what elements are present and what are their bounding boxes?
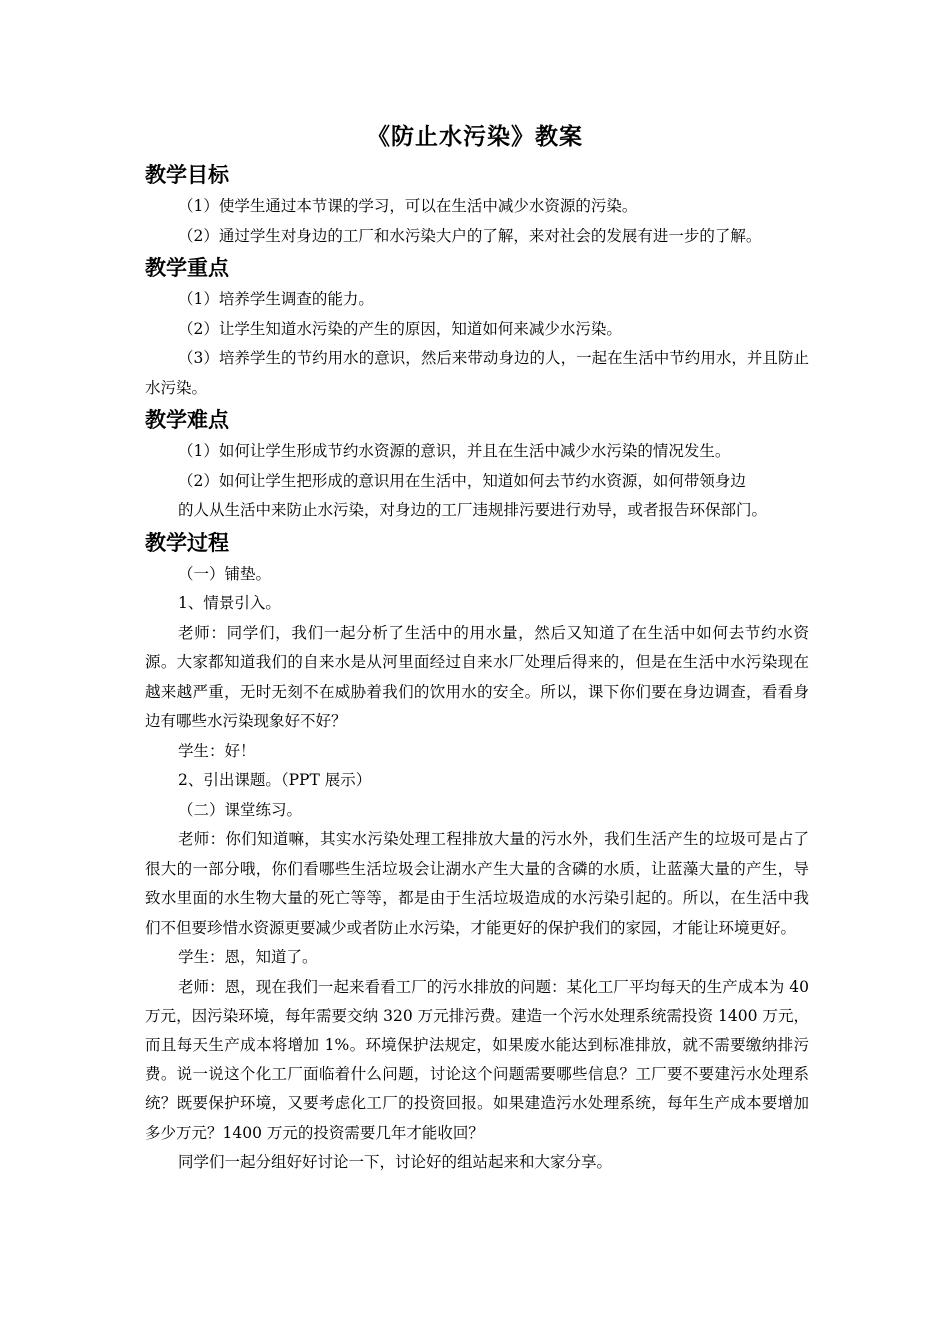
objective-item: （2）通过学生对身边的工厂和水污染大户的了解，来对社会的发展有进一步的了解。	[178, 226, 762, 245]
process-item: 学生：恩，知道了。	[178, 948, 318, 966]
difficulty-item: （2）如何让学生把形成的意识用在生活中，知道如何去节约水资源，如何带领身边	[178, 471, 746, 490]
process-item: （一）铺垫。	[178, 564, 272, 583]
document-title: 《防止水污染》教案	[367, 124, 583, 150]
process-item: 1、情景引入。	[178, 594, 281, 612]
key-point-item: （3）培养学生的节约用水的意识，然后来带动身边的人，一起在生活中节约用水，并且防止水污染。	[145, 349, 809, 397]
process-item: （二）课堂练习。	[178, 800, 303, 819]
process-item: 2、引出课题。（PPT 展示）	[178, 771, 372, 789]
objective-item: （1）使学生通过本节课的学习，可以在生活中减少水资源的污染。	[178, 197, 638, 215]
section-heading-process: 教学过程	[145, 530, 229, 555]
section-heading-key-points: 教学重点	[145, 256, 229, 280]
process-item: 学生：好！	[178, 741, 256, 760]
difficulty-item: （1）如何让学生形成节约水资源的意识，并且在生活中减少水污染的情况发生。	[178, 442, 731, 460]
key-point-item: （1）培养学生调查的能力。	[178, 290, 374, 308]
key-point-item: （2）让学生知道水污染的产生的原因，知道如何来减少水污染。	[178, 319, 622, 338]
process-paragraph: 老师：恩，现在我们一起来看看工厂的污水排放的问题：某化工厂平均每天的生产成本为 40 万元，因污染环境，每年需要交纳 320 万元排污费。建造一个污水处理系统需投资 1400 万元，而且每天生产成本将增加 1%。环境保护法规定，如果废水能达到标准排放，就不需要缴纳排污费。说一说这个化工厂面临着什么问题，讨论这个问题需要哪些信息？工厂要不要建污水处理系统？既要保护环境，又要考虑化工厂的投资回报。如果建造污水处理系统，每年生产成本要增加多少万元？1400 万元的投资需要几年才能收回？	[145, 977, 809, 1142]
process-item: 同学们一起分组好好讨论一下，讨论好的组站起来和大家分享。	[178, 1152, 613, 1171]
section-heading-difficulties: 教学难点	[145, 408, 229, 432]
section-heading-objectives: 教学目标	[145, 163, 229, 187]
document-body	[145, 158, 809, 1177]
process-paragraph: 老师：你们知道嘛，其实水污染处理工程排放大量的污水外，我们生活产生的垃圾可是占了很大的一部分哦，你们看哪些生活垃圾会让湖水产生大量的含磷的水质，让蓝藻大量的产生，导致水里面的水生物大量的死亡等等，都是由于生活垃圾造成的水污染引起的。所以，在生活中我们不但要珍惜水资源更要减少或者防止水污染，才能更好的保护我们的家园，才能让环境更好。	[145, 830, 809, 937]
difficulty-item-continued: 的人从生活中来防止水污染，对身边的工厂违规排污要进行劝导，或者报告环保部门。	[178, 501, 768, 519]
process-paragraph: 老师：同学们，我们一起分析了生活中的用水量，然后又知道了在生活中如何去节约水资源。大家都知道我们的自来水是从河里面经过自来水厂处理后得来的，但是在生活中水污染现在越来越严重，无时无刻不在威胁着我们的饮用水的安全。所以，课下你们要在身边调查，看看身边有哪些水污染现象好不好？	[145, 623, 809, 730]
